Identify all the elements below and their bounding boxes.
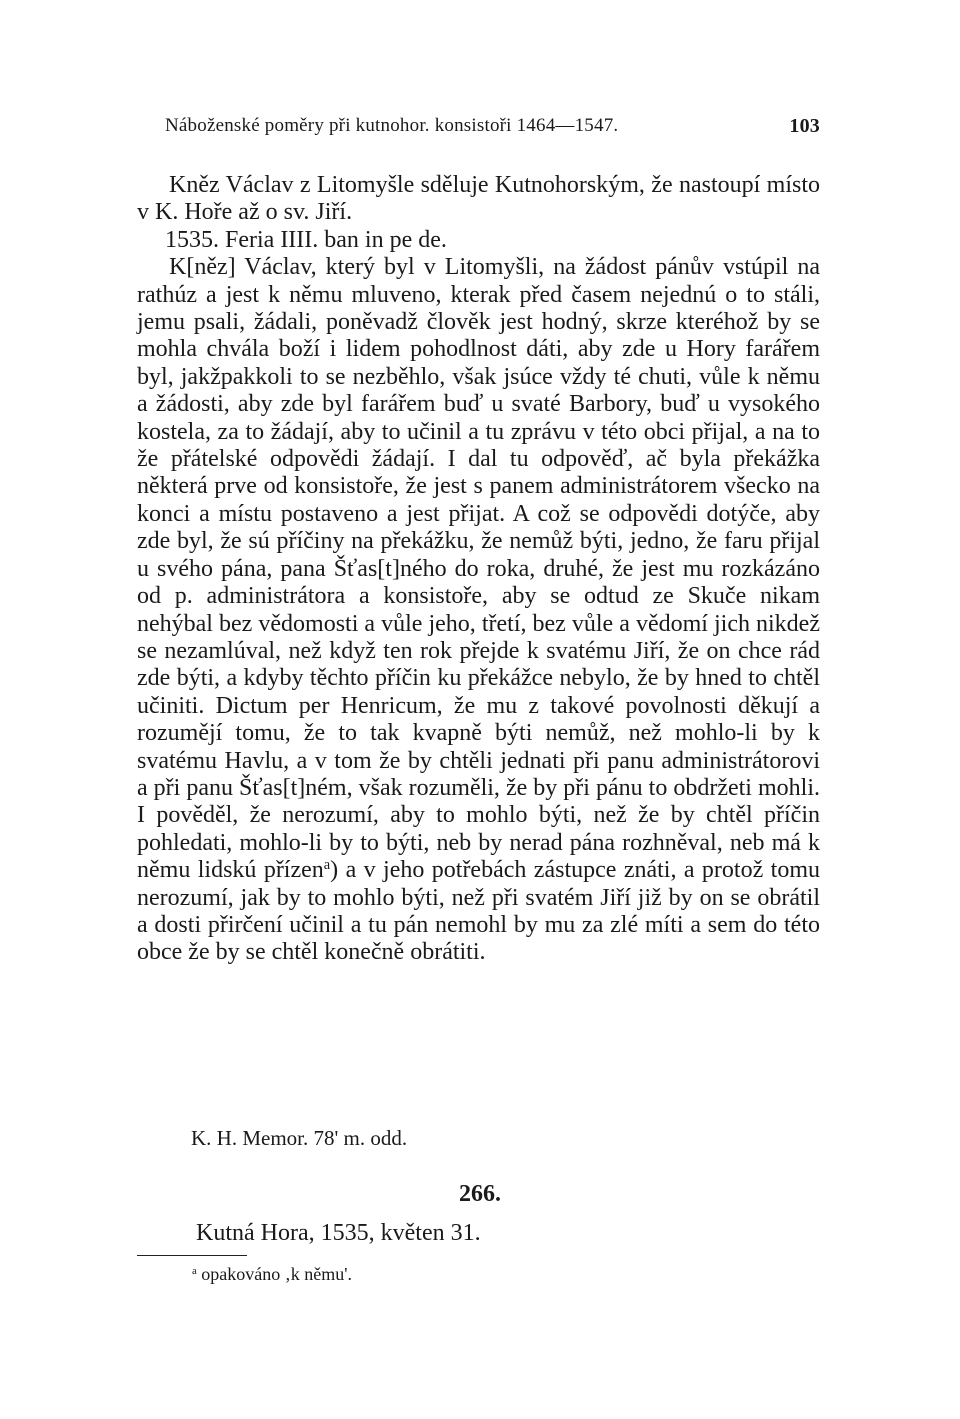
main-text-part-1: K[něz] Václav, který byl v Litomyšli, na žádost pánův vstúpil na rathúz a jest k němu mluveno, kterak před časem nejednú o to stáli, jemu psali, žádali, poněvadž člověk jest hodný, skrze kteréhož by se mohla chvála boží i lidem pohodlnost dáti, aby zde u Hory farářem byl, jakžpakkoli to se nezběhlo, však jsúce vždy té chuti, vůle k němu a žádosti, aby zde byl farářem buď u svaté Barbory, buď u vysokého kostela, za to žádají, aby to učinil a tu zprávu v této obci přijal, a na to že přátelské odpovědi žádají. I dal tu odpověď, ač byla překážka některá prve od konsistoře, že jest s panem administrátorem všecko na konci a místu postaveno a jest přijat. A což se odpovědi dotýče, aby zde byl, že sú příčiny na překážku, že nemůž býti, jedno, že faru přijal u svého pána, pana Šťas[t]ného do roka, druhé, že jest mu rozkázáno od p. administrátora a konsistoře, aby se odtud ze Skuče nikam nehýbal bez vědomosti a vůle jeho, třetí, bez vůle a vědomí jich nikdež se nezamlúval, než když ten rok přejde k svatému Jiří, že on chce rád zde býti, a kdyby těchto příčin ku překážce nebylo, že by hned to chtěl učiniti. Dictum per Henricum, že mu z takové povolnosti děkují a rozumějí tomu, že to tak kvapně býti nemůž, než mohlo-li by k svatému Havlu, a v tom že by chtěli jednati při panu administrátorovi a při panu Šťas[t]ném, však rozuměli, že by při pánu to obdržeti mohli. I pověděl, že nerozumí, aby to mohlo býti, než že by chtěl příčin pohledati, mohlo-li by to býti, neb by nerad pána rozhněval, neb má k němu lidskú přízen [137,254,820,884]
footnote [192,1264,352,1285]
footnote-divider [137,1255,247,1256]
archival-source: K. H. Memor. 78' m. odd. [191,1126,408,1150]
regest-paragraph: Kněz Václav z Litomyšle sděluje Kutnohorským, že nastoupí místo v K. Hoře až o sv. Jiří. [137,172,820,226]
main-text-paragraph [137,254,820,967]
page-number: 103 [789,115,820,137]
document-number: 266. [459,1181,501,1207]
footnote-marker: a [192,1265,197,1278]
running-head [165,115,820,138]
main-text-part-2: ) a v jeho potřebách zástupce znáti, a protož tomu nerozumí, jak by to mohlo býti, než při svatém Jiří již by on se obrátil a dosti přirčení učinil a tu pán nemohl by mu za zlé míti a sem do této obce že by se chtěl konečně obrátiti. [137,857,820,966]
date-line: 1535. Feria IIII. ban in pe de. [165,226,447,253]
footnote-text: opakováno ‚k němu'. [196,1264,353,1284]
place-and-date: Kutná Hora, 1535, květen 31. [196,1220,481,1246]
footnote-reference: a [323,857,331,874]
running-head-title: Náboženské poměry při kutnohor. konsistoři 1464—1547. [165,115,619,136]
document-body [137,172,820,967]
